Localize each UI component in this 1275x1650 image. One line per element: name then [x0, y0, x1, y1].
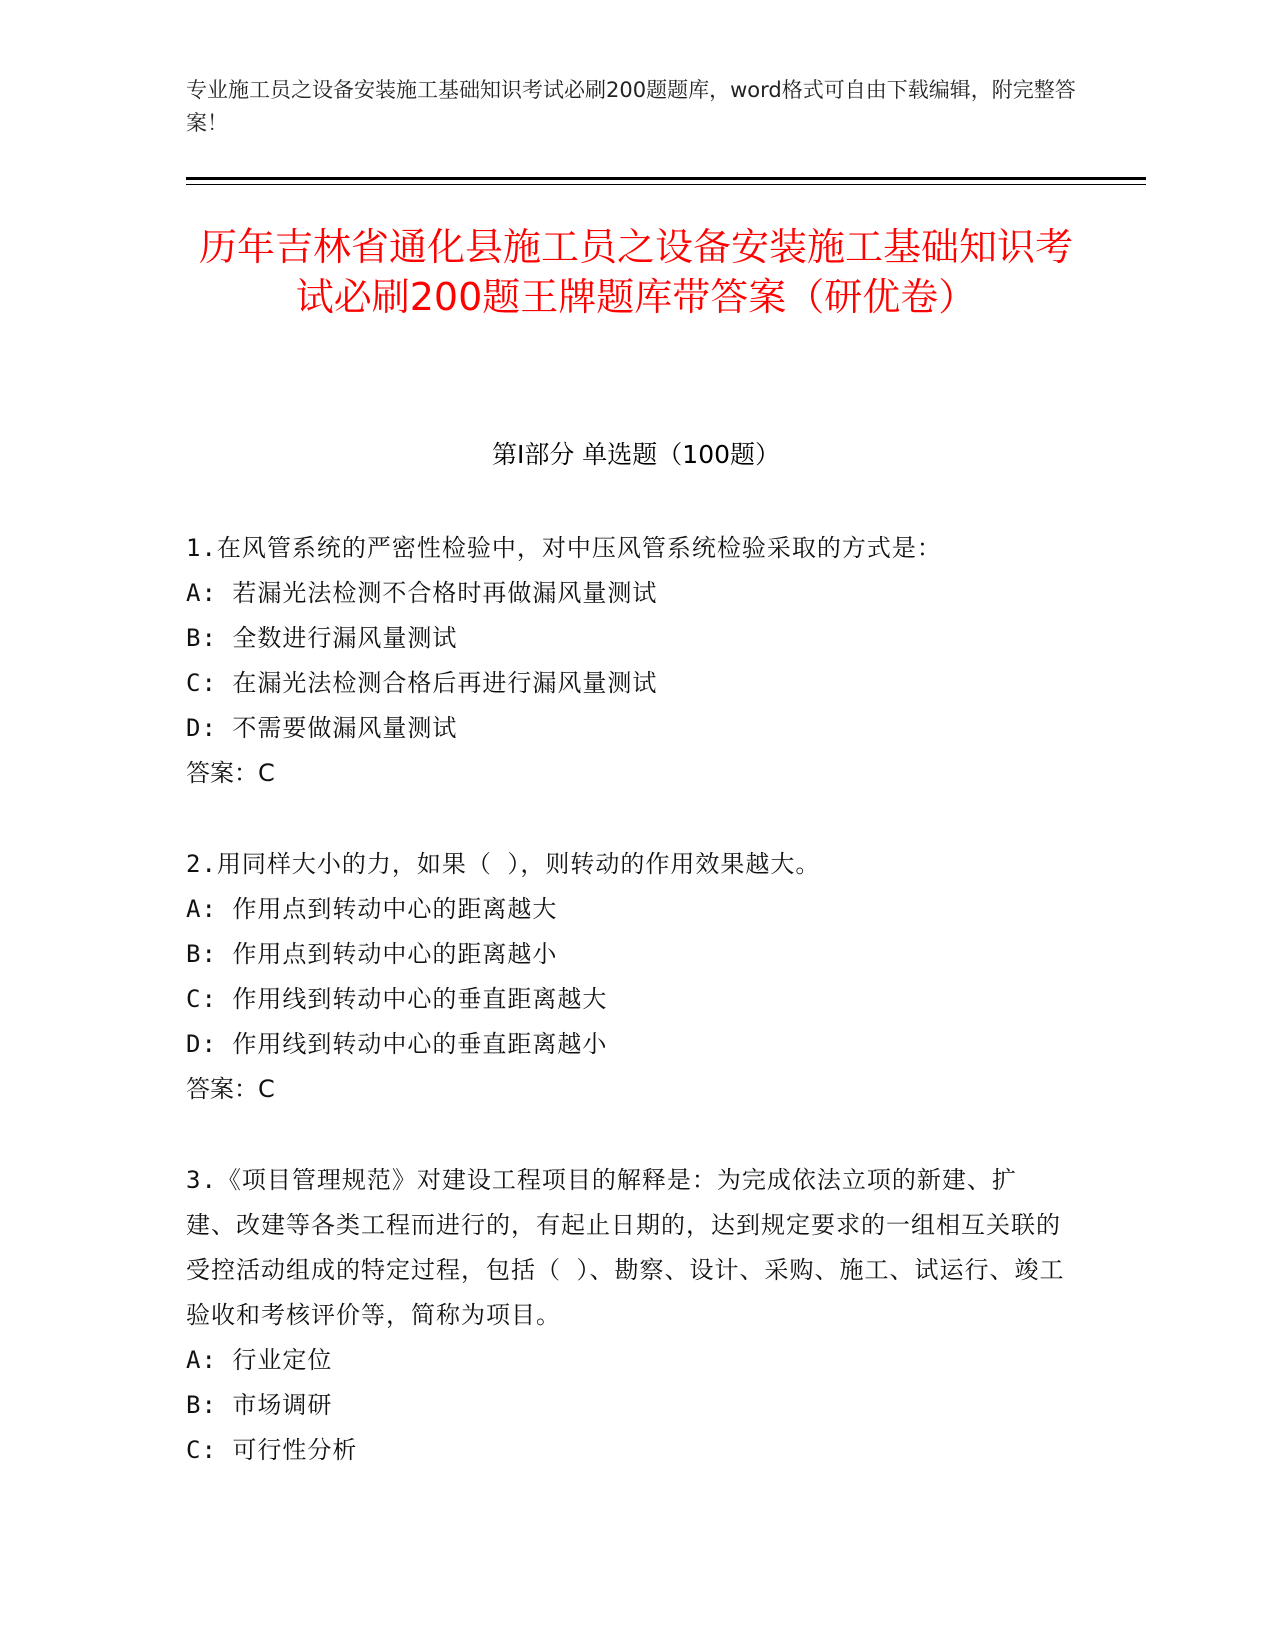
question-stem: 3.《项目管理规范》对建设工程项目的解释是：为完成依法立项的新建、扩建、改建等各类工程而进行的，有起止日期的，达到规定要求的一组相互关联的受控活动组成的特定过程，包括（ ）、勘察、设计、采购、施工、试运行、竣工验收和考核评价等，简称为项目。: [186, 1166, 1065, 1329]
option-c: C: 可行性分析: [186, 1436, 358, 1464]
answer: 答案：C: [186, 1075, 275, 1103]
document-title: 历年吉林省通化县施工员之设备安装施工基础知识考试必刷200题王牌题库带答案（研优卷）: [198, 225, 1073, 319]
option-d: D: 不需要做漏风量测试: [186, 714, 458, 742]
question-3: [186, 1158, 1066, 1473]
option-c: C: 在漏光法检测合格后再进行漏风量测试: [186, 669, 658, 697]
option-a: A: 行业定位: [186, 1346, 333, 1374]
option-b: B: 全数进行漏风量测试: [186, 624, 458, 652]
question-1: [186, 526, 1066, 796]
option-a: A: 作用点到转动中心的距离越大: [186, 895, 558, 923]
header-rule-thin: [186, 184, 1146, 185]
option-c: C: 作用线到转动中心的垂直距离越大: [186, 985, 608, 1013]
section-heading: 第Ⅰ部分 单选题（100题）: [491, 440, 781, 469]
option-b: B: 作用点到转动中心的距离越小: [186, 940, 558, 968]
option-a: A: 若漏光法检测不合格时再做漏风量测试: [186, 579, 658, 607]
question-2: [186, 842, 1066, 1112]
question-stem: 2.用同样大小的力，如果（ ），则转动的作用效果越大。: [186, 850, 821, 878]
answer: 答案：C: [186, 759, 275, 787]
question-list: [186, 526, 1066, 1519]
question-stem: 1.在风管系统的严密性检验中，对中压风管系统检验采取的方式是：: [186, 534, 942, 562]
option-b: B: 市场调研: [186, 1391, 333, 1419]
option-d: D: 作用线到转动中心的垂直距离越小: [186, 1030, 608, 1058]
header-note: 专业施工员之设备安装施工基础知识考试必刷200题题库，word格式可自由下载编辑，附完整答案！: [186, 78, 1076, 135]
header-rule-thick: [186, 177, 1146, 180]
